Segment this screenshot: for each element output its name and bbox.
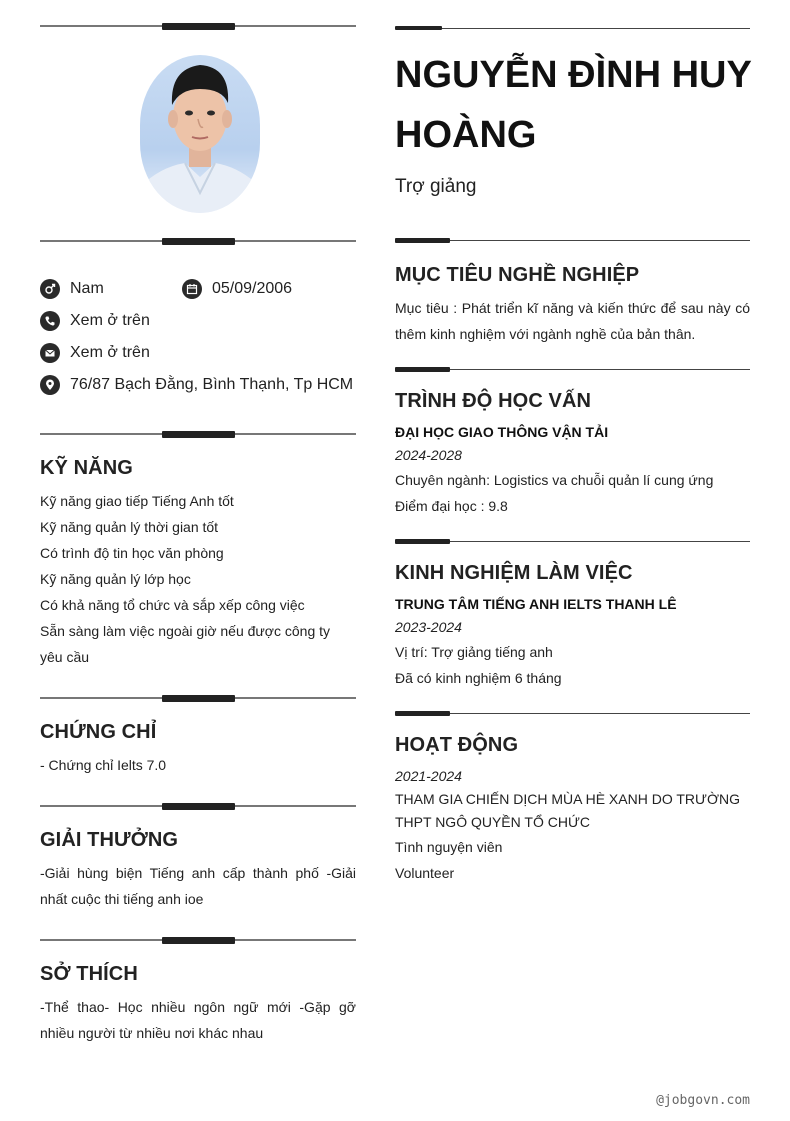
gender-text: Nam [70, 280, 104, 297]
divider-before-skills [40, 430, 356, 439]
email-row [40, 343, 150, 363]
activities-period: 2021-2024 [395, 768, 462, 784]
certificates-text: - Chứng chỉ Ielts 7.0 [40, 757, 167, 773]
watermark: @jobgovn.com [656, 1093, 750, 1108]
address-text: 76/87 Bạch Đằng, Bình Thạnh, Tp HCM [70, 376, 354, 393]
skill-item: Sẵn sàng làm việc ngoài giờ nếu được công ty yêu cầu [40, 623, 331, 665]
divider-before-education [395, 366, 750, 375]
dob-row [182, 279, 292, 299]
experience-title: KINH NGHIỆM LÀM VIỆC [395, 562, 633, 584]
experience-position: Vị trí: Trợ giảng tiếng anh [395, 644, 553, 660]
education-period: 2024-2028 [395, 447, 462, 463]
experience-period: 2023-2024 [395, 619, 462, 635]
phone-icon [40, 311, 60, 331]
objective-title: MỤC TIÊU NGHỀ NGHIỆP [395, 264, 640, 286]
divider-after-photo [40, 237, 356, 246]
education-title: TRÌNH ĐỘ HỌC VẤN [395, 390, 592, 412]
email-icon [40, 343, 60, 363]
awards-title: GIẢI THƯỞNG [40, 829, 179, 851]
certificates-title: CHỨNG CHỈ [40, 721, 157, 743]
dob-text: 05/09/2006 [212, 280, 293, 297]
hobbies-text: -Thể thao- Học nhiều ngôn ngữ mới -Gặp gỡ nhiều người từ nhiều nơi khác nhau [40, 999, 356, 1041]
objective-text: Mục tiêu : Phát triển kĩ năng và kiến thức để sau này có thêm kinh nghiệm với ngành nghề của bản thân. [395, 300, 750, 342]
divider-before-objective [395, 237, 750, 246]
activities-title: HOẠT ĐỘNG [395, 734, 519, 756]
activities-role: Tình nguyện viên [395, 839, 503, 855]
location-icon [40, 375, 60, 395]
experience-duration: Đã có kinh nghiệm 6 tháng [395, 670, 562, 686]
skill-item: Kỹ năng giao tiếp Tiếng Anh tốt [40, 493, 234, 509]
skill-item: Có trình độ tin học văn phòng [40, 545, 224, 561]
address-row [40, 375, 353, 395]
awards-text: -Giải hùng biện Tiếng anh cấp thành phố -Giải nhất cuộc thi tiếng anh ioe [40, 865, 356, 907]
education-school: ĐẠI HỌC GIAO THÔNG VẬN TẢI [395, 424, 609, 440]
calendar-icon [182, 279, 202, 299]
phone-text: Xem ở trên [70, 312, 150, 329]
skill-item: Kỹ năng quản lý lớp học [40, 571, 191, 587]
profile-photo [140, 55, 260, 213]
experience-company: TRUNG TÂM TIẾNG ANH IELTS THANH LÊ [395, 596, 677, 612]
divider-before-certificates [40, 694, 356, 703]
skill-item: Có khả năng tổ chức và sắp xếp công việc [40, 597, 305, 613]
education-score: Điểm đại học : 9.8 [395, 498, 508, 514]
candidate-role: Trợ giảng [395, 176, 477, 197]
gender-icon [40, 279, 60, 299]
divider-before-experience [395, 538, 750, 547]
skills-list [40, 488, 356, 670]
candidate-name: NGUYỄN ĐÌNH HUY HOÀNG [395, 54, 752, 156]
gender-row [40, 279, 104, 299]
divider-before-hobbies [40, 936, 356, 945]
activities-event: THAM GIA CHIẾN DỊCH MÙA HÈ XANH DO TRƯỜNG THPT NGÔ QUYỀN TỔ CHỨC [395, 791, 740, 830]
skill-item: Kỹ năng quản lý thời gian tốt [40, 519, 219, 535]
phone-row [40, 311, 150, 331]
activities-role-en: Volunteer [395, 865, 455, 881]
divider-top-left [40, 22, 356, 31]
email-text: Xem ở trên [70, 344, 150, 361]
education-major: Chuyên ngành: Logistics va chuỗi quản lí cung ứng [395, 472, 714, 488]
divider-before-awards [40, 802, 356, 811]
divider-before-activities [395, 710, 750, 719]
skills-title: KỸ NĂNG [40, 457, 133, 479]
divider-top-right [395, 25, 750, 34]
hobbies-title: SỞ THÍCH [40, 963, 138, 985]
